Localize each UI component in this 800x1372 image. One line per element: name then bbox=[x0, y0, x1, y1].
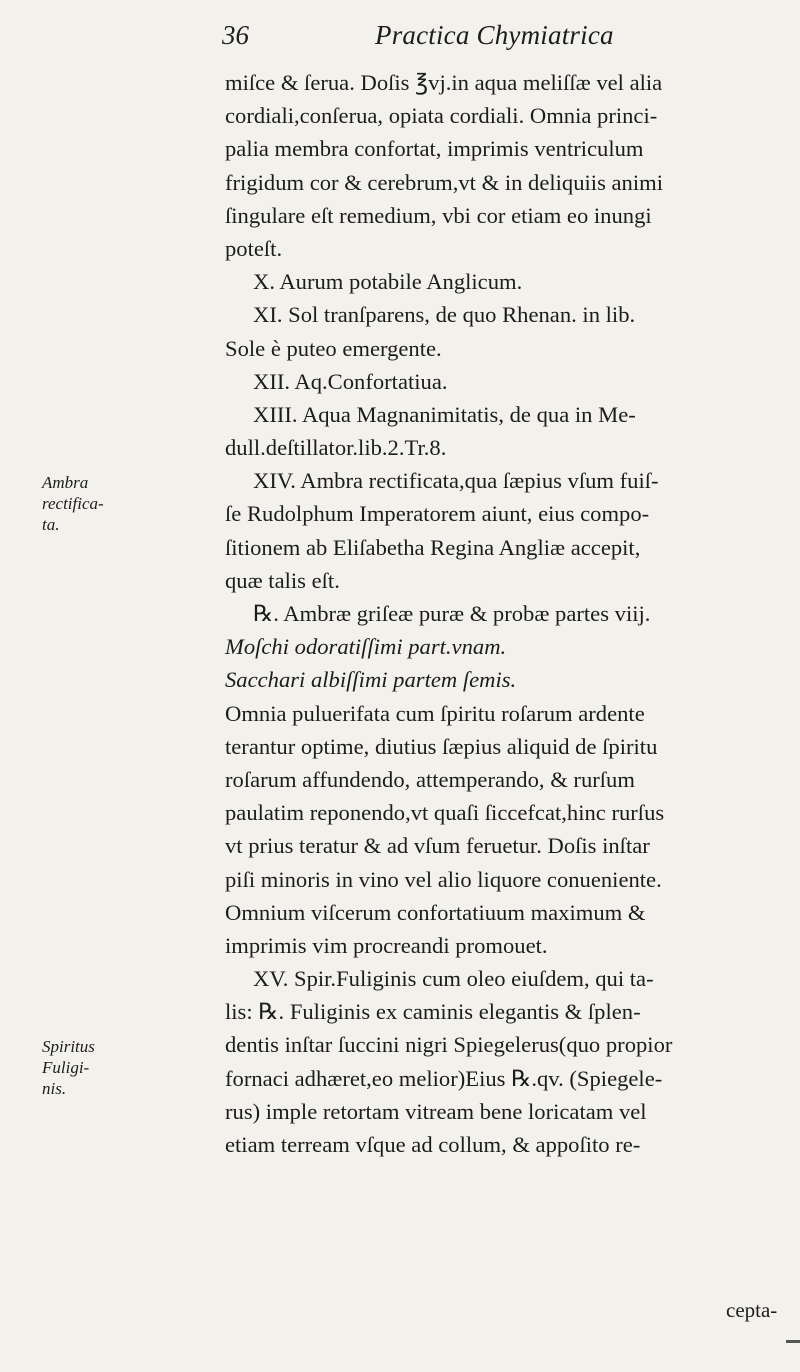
marginal-line: nis. bbox=[42, 1079, 67, 1098]
text-line: ℞. Ambræ griſeæ puræ & probæ partes viij. bbox=[253, 601, 651, 626]
text-line: X. Aurum potabile Anglicum. bbox=[253, 269, 523, 295]
text-line: palia membra confortat, imprimis ventriculum bbox=[225, 136, 644, 162]
text-line: cordiali,conſerua, opiata cordiali. Omnia princi- bbox=[225, 103, 658, 129]
text-line: quæ talis eſt. bbox=[225, 567, 340, 593]
body-text bbox=[225, 66, 785, 1161]
text-line: piſi minoris in vino vel alio liquore conueniente. bbox=[225, 866, 662, 892]
text-line: vt prius teratur & ad vſum feruetur. Doſis inſtar bbox=[225, 833, 650, 859]
text-line: miſce & ſerua. Doſis ℥vj.in aqua meliſſæ vel alia bbox=[225, 70, 663, 95]
text-line: paulatim reponendo,vt quaſi ſiccefcat,hinc rurſus bbox=[225, 800, 665, 826]
text-line: Omnia puluerifata cum ſpiritu roſarum ardente bbox=[225, 700, 645, 726]
text-line: Omnium viſcerum confortatiuum maximum & bbox=[225, 899, 646, 925]
running-title: Practica Chymiatrica bbox=[375, 20, 614, 50]
text-line: XII. Aq.Confortatiua. bbox=[253, 368, 448, 394]
text-line: roſarum affundendo, attemperando, & rurſum bbox=[225, 766, 635, 792]
text-line: dull.deſtillator.lib.2.Tr.8. bbox=[225, 435, 447, 461]
page-header bbox=[0, 14, 800, 58]
text-line: Sole è puteo emergente. bbox=[225, 335, 442, 361]
marginal-line: Ambra bbox=[42, 473, 89, 492]
text-line: dentis inſtar ſuccini nigri Spiegelerus(quo propior bbox=[225, 1032, 673, 1058]
text-line: ſitionem ab Eliſabetha Regina Angliæ accepit, bbox=[225, 534, 641, 560]
marginal-line: ta. bbox=[42, 515, 60, 534]
text-line: imprimis vim procreandi promouet. bbox=[225, 932, 548, 958]
text-line: Sacchari albiſſimi partem ſemis. bbox=[225, 667, 517, 693]
text-line: fornaci adhæret,eo melior)Eius ℞.qv. (Spiegele- bbox=[225, 1065, 663, 1091]
text-line: Moſchi odoratiſſimi part.vnam. bbox=[225, 634, 507, 660]
text-line: frigidum cor & cerebrum,vt & in deliquiis animi bbox=[225, 169, 663, 195]
text-line: XI. Sol tranſparens, de quo Rhenan. in lib. bbox=[253, 302, 636, 328]
catchword: cepta- bbox=[726, 1298, 778, 1322]
text-line: XIII. Aqua Magnanimitatis, de qua in Me- bbox=[253, 401, 636, 427]
text-line: poteſt. bbox=[225, 235, 283, 261]
text-line: XV. Spir.Fuliginis cum oleo eiuſdem, qui ta- bbox=[253, 966, 654, 992]
text-line: rus) imple retortam vitream bene loricatam vel bbox=[225, 1098, 647, 1124]
marginal-line: rectifica- bbox=[42, 494, 104, 513]
text-line: terantur optime, diutius ſæpius aliquid de ſpiritu bbox=[225, 733, 658, 759]
page-number: 36 bbox=[222, 20, 249, 50]
page-edge-mark bbox=[786, 1340, 800, 1343]
marginal-note-ambra bbox=[42, 472, 104, 535]
text-line: lis: ℞. Fuliginis ex caminis elegantis & ſplen- bbox=[225, 999, 641, 1025]
marginal-note-spiritus bbox=[42, 1036, 95, 1099]
text-line: ſingulare eſt remedium, vbi cor etiam eo inungi bbox=[225, 202, 652, 228]
text-line: etiam terream vſque ad collum, & appoſito re- bbox=[225, 1132, 641, 1157]
text-line: XIV. Ambra rectificata,qua ſæpius vſum fuiſ- bbox=[253, 468, 659, 494]
marginal-line: Fuligi- bbox=[42, 1058, 90, 1077]
marginal-line: Spiritus bbox=[42, 1037, 95, 1056]
text-line: ſe Rudolphum Imperatorem aiunt, eius compo- bbox=[225, 501, 650, 527]
